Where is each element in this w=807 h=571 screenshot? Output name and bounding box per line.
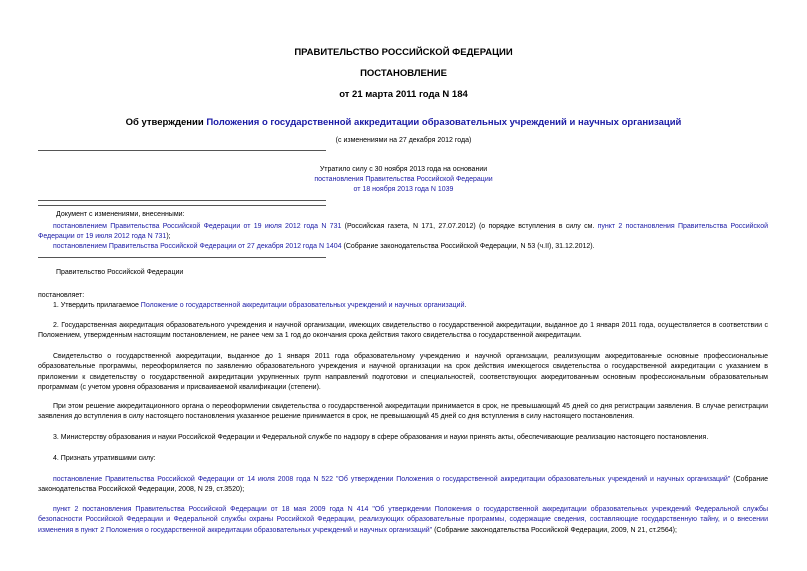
government-line: Правительство Российской Федерации [56, 269, 184, 276]
paragraph-6: 4. Признать утратившими силу: [53, 455, 156, 462]
repeal-link[interactable]: постановление Правительства Российской Федерации от 14 июля 2008 года N 522 "Об утверждении Положения о государственной аккредитации образовательных учреждений и научных организаций" [53, 476, 731, 483]
change-entry: постановлением Правительства Российской Федерации от 27 декабря 2012 года N 1404 (Собрание законодательства Российской Федерации, N 53 (ч.II), 31.12.2012). [53, 243, 595, 250]
repeal-item-1: постановление Правительства Российской Федерации от 14 июля 2008 года N 522 "Об утверждении Положения о государственной аккредитации образовательных учреждений и научных организаций" (Собрание законодательства Российской Федерации, 2008, N 29, ст.3520); [38, 476, 768, 494]
repeal-link[interactable]: пункт 2 постановления Правительства Российской Федерации от 18 мая 2009 года N 414 "Об утверждении Положения о государственной аккредитации образовательных учреждений Федеральной службы безопасности Российской Федерации и Федеральной службы охраны Российской Федерации, реализующих образовательные программы, содержащие сведения, составляющие государственную тайну, и о внесении изменения в пункт 2 Положения о государственной аккредитации образовательных учреждений и научных организаций" [38, 506, 768, 534]
decrees-line: постановляет: [38, 292, 85, 299]
divider [38, 150, 326, 151]
document-date: от 21 марта 2011 года N 184 [339, 89, 468, 100]
regulation-link[interactable]: Положение о государственной аккредитации образовательных учреждений и научных организаций [140, 302, 465, 309]
paragraph-2: 2. Государственная аккредитация образовательного учреждения и научной организации, имеющих свидетельство о государственной аккредитации, выданное до 1 января 2011 года, осуществляется в соответствии с Положением, утвержденным настоящим постановлением, не ранее чем за 1 год до окончания срока действия такого свидетельства о государственной аккредитации. [38, 322, 768, 340]
change-link[interactable]: постановлением Правительства Российской Федерации от 27 декабря 2012 года N 1404 [53, 243, 342, 250]
divider [38, 205, 326, 206]
paragraph-4: При этом решение аккредитационного органа о переоформлении свидетельства о государственной аккредитации принимается в срок, не превышающий 45 дней со дня регистрации заявления. В случае регистрации заявления до вступления в силу настоящего постановления указанное решение принимается в срок, не превышающий 45 дней со дня вступления в силу настоящего постановления. [38, 403, 768, 421]
title-link[interactable]: Положения о государственной аккредитации образовательных учреждений и научных организаций [206, 117, 682, 128]
changes-intro: Документ с изменениями, внесенными: [56, 211, 185, 218]
document-type: ПОСТАНОВЛЕНИЕ [360, 68, 447, 79]
divider [38, 200, 326, 201]
issuer-heading: ПРАВИТЕЛЬСТВО РОССИЙСКОЙ ФЕДЕРАЦИИ [294, 47, 513, 58]
document-title [0, 117, 807, 128]
title-prefix: Об утверждении [125, 117, 207, 128]
change-link[interactable]: постановлением Правительства Российской Федерации от 19 июля 2012 года N 731 [53, 223, 342, 230]
repeal-item-2: пункт 2 постановления Правительства Российской Федерации от 18 мая 2009 года N 414 "Об утверждении Положения о государственной аккредитации образовательных учреждений Федеральной службы безопасности Российской Федерации и Федеральной службы охраны Российской Федерации, реализующих образовательные программы, содержащие сведения, составляющие государственную тайну, и о внесении изменения в пункт 2 Положения о государственной аккредитации образовательных учреждений и научных организаций" (Собрание законодательства Российской Федерации, 2009, N 21, ст.2564); [38, 506, 768, 534]
paragraph-1: 1. Утвердить прилагаемое Положение о государственной аккредитации образовательных учреждений и научных организаций. [53, 302, 467, 309]
divider [38, 257, 326, 258]
paragraph-5: 3. Министерству образования и науки Российской Федерации и Федеральной службе по надзору в сфере образования и науки принять акты, обеспечивающие реализацию настоящего постановления. [53, 434, 709, 441]
lost-force-line: Утратило силу с 30 ноября 2013 года на основании [319, 166, 488, 173]
lost-force-link[interactable]: постановления Правительства Российской Федерации [314, 176, 493, 183]
change-entry: постановлением Правительства Российской Федерации от 19 июля 2012 года N 731 (Российская газета, N 171, 27.07.2012) (о порядке вступления в силу см. пункт 2 постановления Правительства Российской Федерации от 19 июля 2012 года N 731); [38, 223, 768, 241]
lost-force-link-date[interactable]: от 18 ноября 2013 года N 1039 [353, 186, 454, 193]
amended-note: (с изменениями на 27 декабря 2012 года) [335, 137, 472, 144]
paragraph-3: Свидетельство о государственной аккредитации, выданное до 1 января 2011 года образовательному учреждению и научной организации, реализующим аккредитованные основные профессиональные образовательные программы, переоформляется по заявлению образовательного учреждения и научной организации на срок действия имеющегося свидетельства о государственной аккредитации с указанием в приложении к свидетельству о государственной аккредитации укрупненных групп направлений подготовки и специальностей, соответствующих аккредитованным основным профессиональным образовательным программам (с учетом уровня образования и присваиваемой квалификации (степени). [38, 353, 768, 391]
change-link[interactable]: пункт 2 постановления Правительства Российской Федерации от 19 июля 2012 года N 731 [38, 223, 768, 241]
